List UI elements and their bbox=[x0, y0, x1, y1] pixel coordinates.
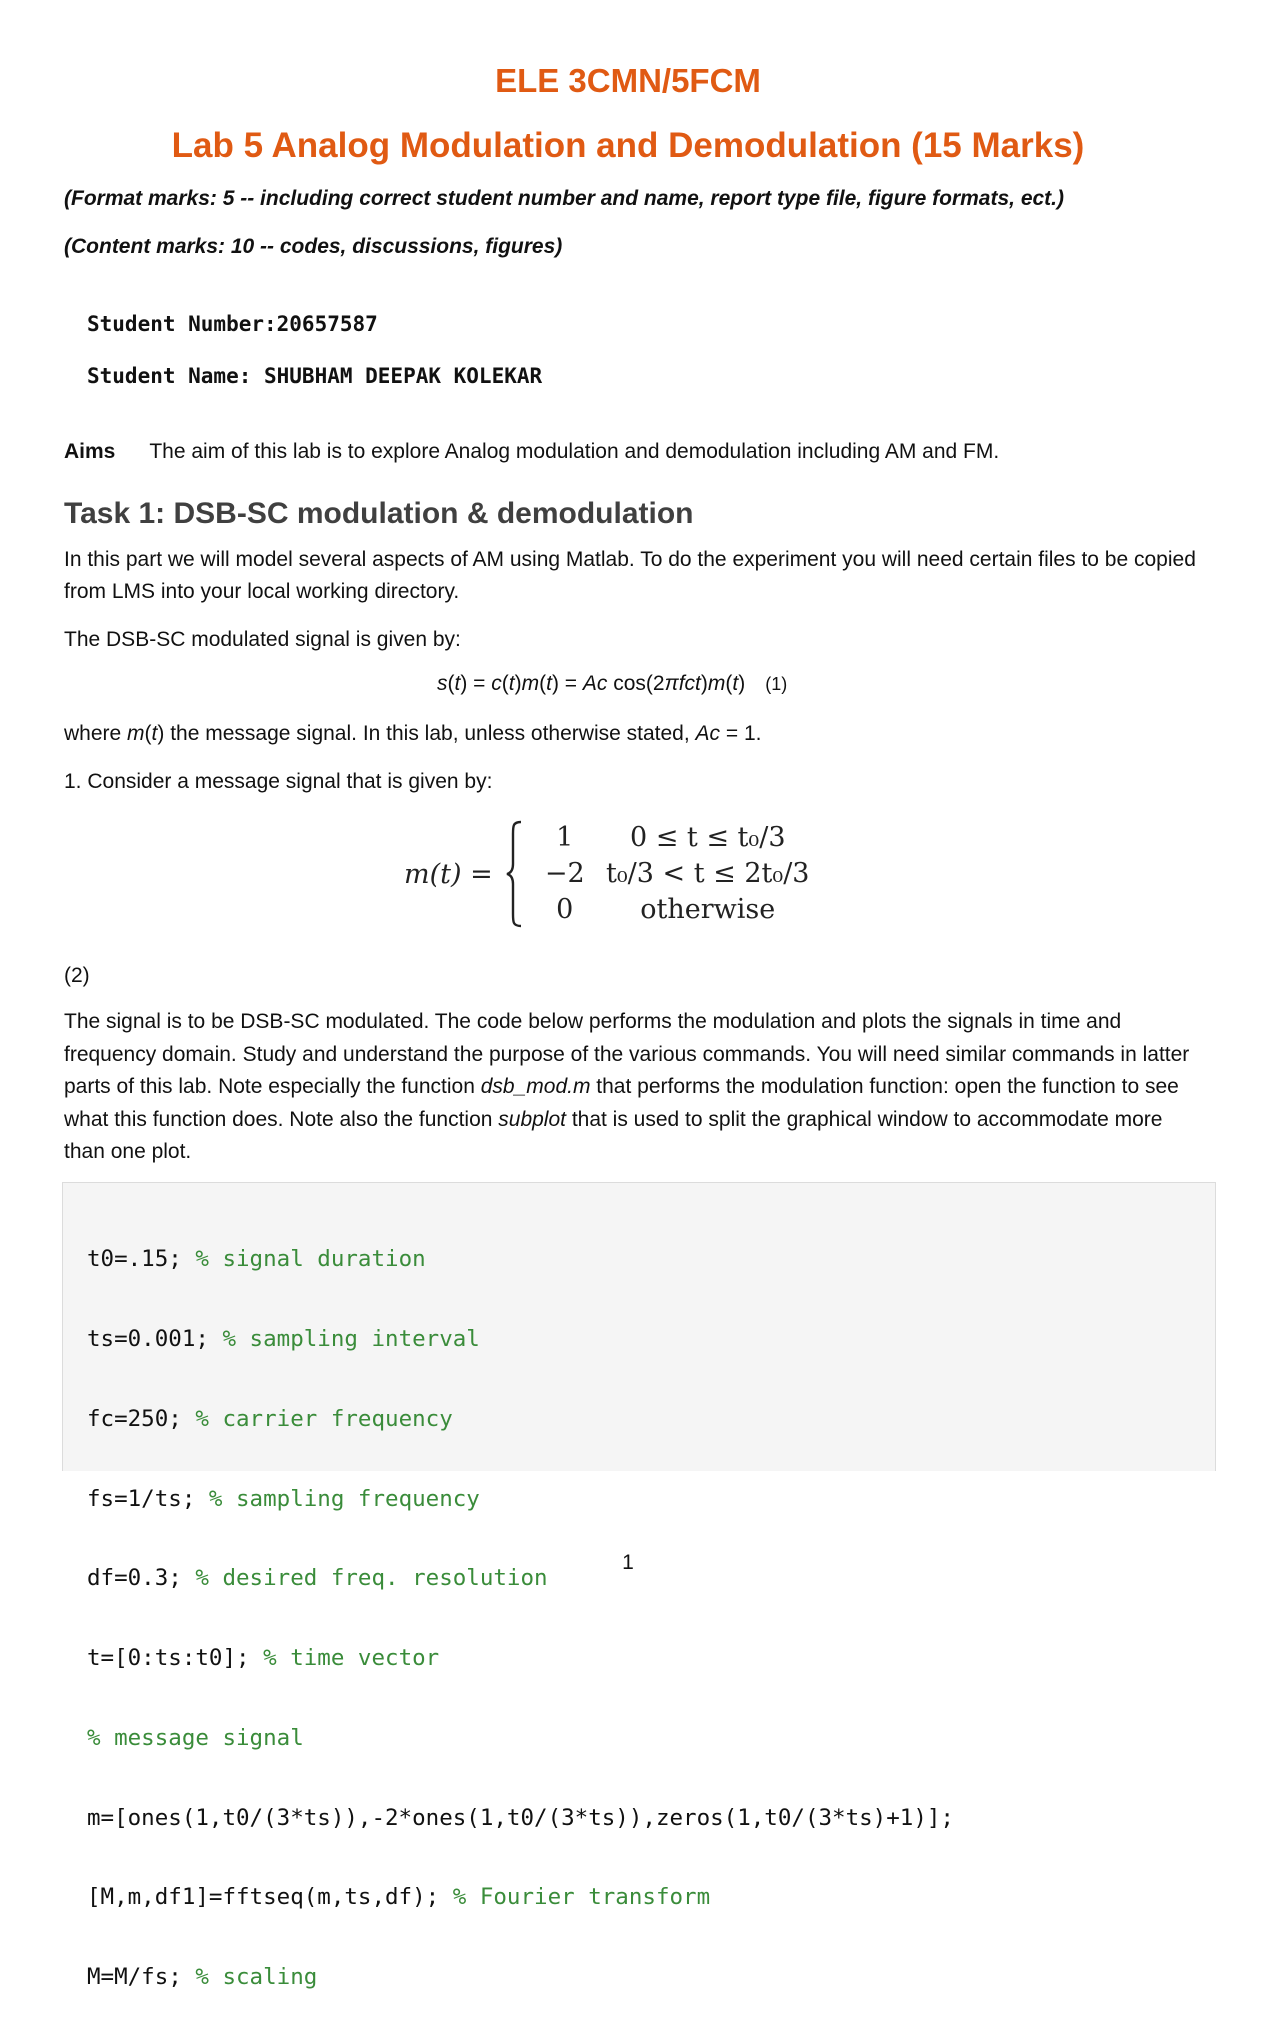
code-line: fc=250; % carrier frequency bbox=[87, 1405, 453, 1432]
format-marks-note: (Format marks: 5 -- including correct student number and name, report type file, figure formats, ect.) bbox=[64, 187, 1065, 210]
page-number: 1 bbox=[622, 1551, 634, 1574]
case-value: 1 bbox=[556, 822, 574, 853]
modulation-description: The signal is to be DSB-SC modulated. The code below performs the modulation and plots the signals in time and frequency domain. Study and understand the purpose of the various commands. You will need similar commands in latter parts of this lab. Note especially the function dsb_mod.m that performs the modulation function: open the function to see what this function does. Note also the function subplot that is used to split the graphical window to accommodate more than one plot. bbox=[64, 1010, 1190, 1163]
course-code-title: ELE 3CMN/5FCM bbox=[495, 62, 761, 99]
aims-label: Aims bbox=[64, 440, 116, 463]
dsb-given-text: The DSB-SC modulated signal is given by: bbox=[64, 628, 461, 651]
left-brace-icon bbox=[505, 820, 523, 928]
code-line: M=M/fs; % scaling bbox=[87, 1964, 318, 1991]
code-listing bbox=[87, 1193, 954, 2017]
case-condition: otherwise bbox=[640, 894, 776, 925]
case-condition: t₀/3 < t ≤ 2t₀/3 bbox=[605, 858, 810, 889]
function-name-dsb-mod: dsb_mod.m bbox=[480, 1075, 591, 1098]
code-line: t=[0:ts:t0]; % time vector bbox=[87, 1645, 440, 1672]
code-line: m=[ones(1,t0/(3*ts)),-2*ones(1,t0/(3*ts)),zeros(1,t0/(3*ts)+1)]; bbox=[87, 1804, 954, 1831]
piecewise-lhs: m(t) = bbox=[404, 858, 493, 890]
where-text: where m(t) the message signal. In this lab, unless otherwise stated, Ac = 1. bbox=[64, 722, 762, 745]
equation-1: s(t) = c(t)m(t) = Ac cos(2πfct)m(t) (1) bbox=[437, 672, 788, 695]
item-1-text: 1. Consider a message signal that is given by: bbox=[64, 770, 493, 793]
task1-heading: Task 1: DSB-SC modulation & demodulation bbox=[64, 497, 694, 530]
case-value: 0 bbox=[556, 894, 574, 925]
code-line: ts=0.001; % sampling interval bbox=[87, 1325, 480, 1352]
lab-title: Lab 5 Analog Modulation and Demodulation (15 Marks) bbox=[171, 126, 1085, 165]
code-line: t0=.15; % signal duration bbox=[87, 1246, 426, 1273]
task1-intro: In this part we will model several aspects of AM using Matlab. To do the experiment you will need certain files to be copied from LMS into your local working directory. bbox=[64, 548, 1196, 603]
content-marks-note: (Content marks: 10 -- codes, discussions, figures) bbox=[64, 235, 563, 258]
equation-2-number: (2) bbox=[64, 964, 90, 987]
piecewise-equation bbox=[404, 820, 823, 928]
case-condition: 0 ≤ t ≤ t₀/3 bbox=[629, 822, 786, 853]
code-line: fs=1/ts; % sampling frequency bbox=[87, 1485, 480, 1512]
piecewise-cases bbox=[537, 821, 823, 927]
code-line: [M,m,df1]=fftseq(m,ts,df); % Fourier transform bbox=[87, 1884, 711, 1911]
equation-1-number: (1) bbox=[765, 674, 788, 694]
student-name: Student Name: SHUBHAM DEEPAK KOLEKAR bbox=[87, 364, 543, 388]
function-name-subplot: subplot bbox=[498, 1107, 566, 1131]
code-line: % message signal bbox=[87, 1724, 304, 1751]
code-line: df=0.3; % desired freq. resolution bbox=[87, 1565, 548, 1592]
student-number: Student Number:20657587 bbox=[87, 312, 378, 336]
case-value: −2 bbox=[544, 858, 585, 889]
aims-text: The aim of this lab is to explore Analog modulation and demodulation including AM and FM. bbox=[149, 440, 1000, 463]
aims-section bbox=[64, 440, 999, 464]
